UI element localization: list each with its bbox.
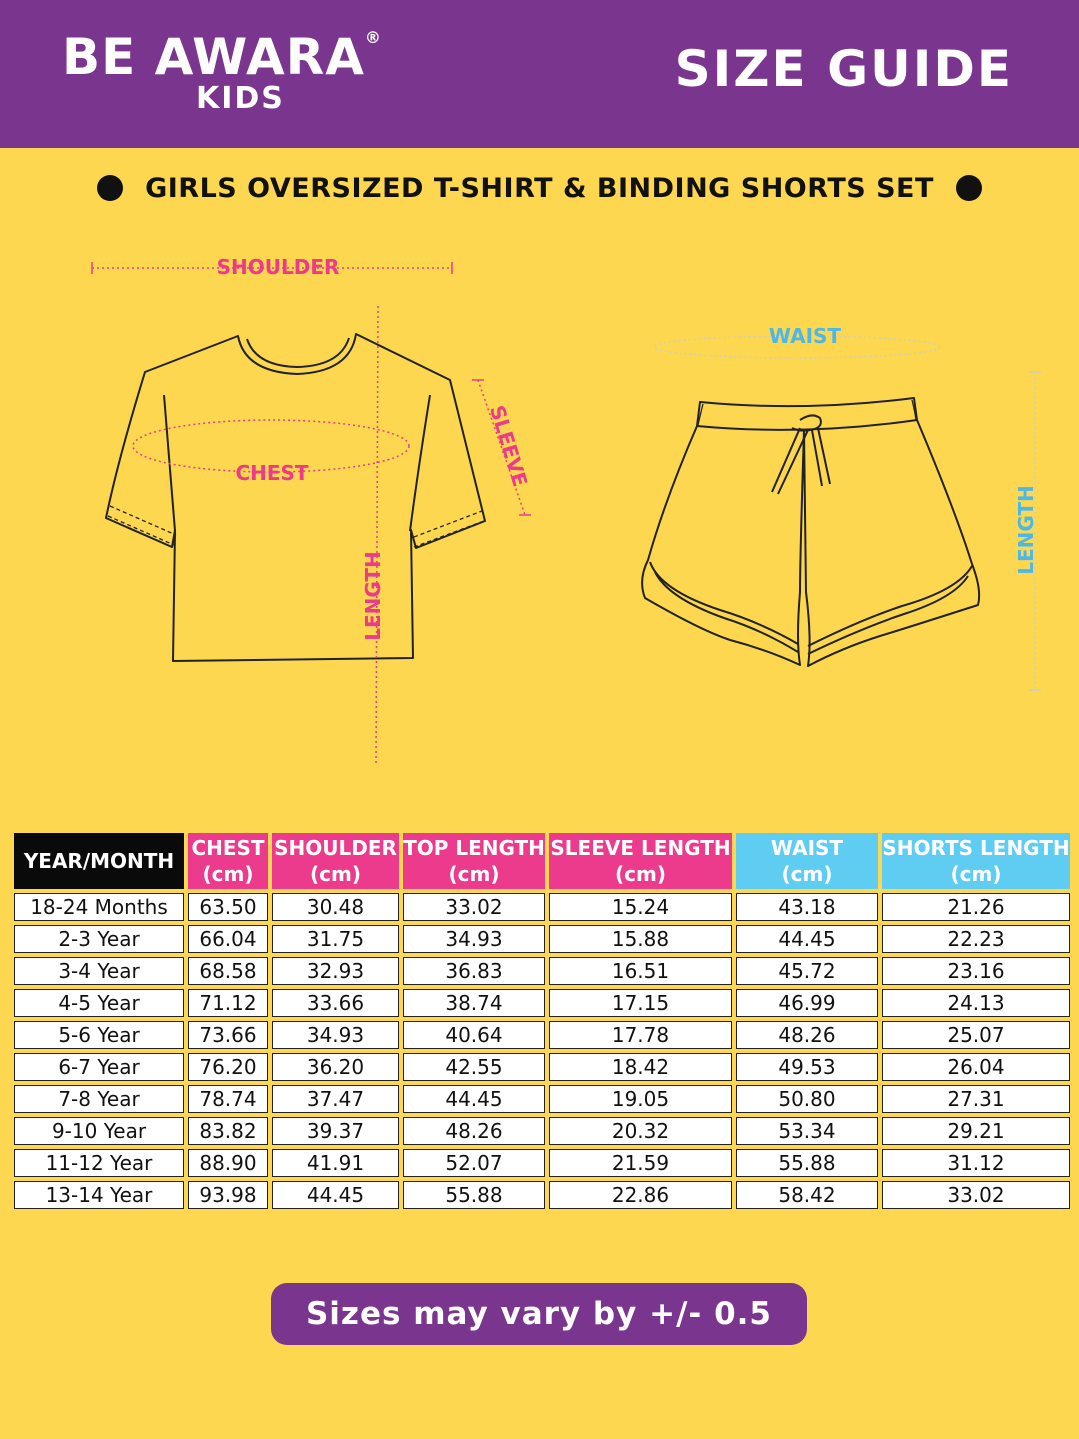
cell-shoulder: 34.93	[272, 1021, 399, 1049]
cell-age: 2-3 Year	[14, 925, 184, 953]
cell-waist: 50.80	[736, 1085, 878, 1113]
cell-top-length: 52.07	[403, 1149, 545, 1177]
cell-shoulder: 36.20	[272, 1053, 399, 1081]
cell-waist: 48.26	[736, 1021, 878, 1049]
table-row	[14, 1181, 1070, 1209]
table-header-row	[14, 833, 1070, 889]
page-title: SIZE GUIDE	[674, 40, 1013, 98]
cell-sleeve-length: 21.59	[549, 1149, 732, 1177]
table-row	[14, 1117, 1070, 1145]
product-title-row	[0, 168, 1079, 208]
cell-shoulder: 44.45	[272, 1181, 399, 1209]
cell-waist: 45.72	[736, 957, 878, 985]
footer-note: Sizes may vary by +/- 0.5	[271, 1283, 807, 1345]
cell-top-length: 33.02	[403, 893, 545, 921]
cell-top-length: 34.93	[403, 925, 545, 953]
shoulder-label: SHOULDER	[216, 255, 340, 279]
cell-shoulder: 37.47	[272, 1085, 399, 1113]
shorts-outline-icon	[642, 398, 979, 666]
cell-shorts-length: 24.13	[882, 989, 1070, 1017]
cell-chest: 71.12	[188, 989, 268, 1017]
cell-sleeve-length: 22.86	[549, 1181, 732, 1209]
cell-age: 9-10 Year	[14, 1117, 184, 1145]
cell-chest: 93.98	[188, 1181, 268, 1209]
brand-logo	[62, 28, 382, 86]
cell-shorts-length: 29.21	[882, 1117, 1070, 1145]
tshirt-measure-lines	[92, 262, 531, 764]
cell-waist: 58.42	[736, 1181, 878, 1209]
cell-shorts-length: 23.16	[882, 957, 1070, 985]
header-shoulder: SHOULDER (cm)	[272, 833, 399, 889]
table-row	[14, 925, 1070, 953]
cell-top-length: 42.55	[403, 1053, 545, 1081]
tshirt-outline-icon	[106, 334, 485, 661]
cell-chest: 66.04	[188, 925, 268, 953]
cell-shoulder: 33.66	[272, 989, 399, 1017]
cell-waist: 55.88	[736, 1149, 878, 1177]
cell-sleeve-length: 16.51	[549, 957, 732, 985]
cell-shoulder: 39.37	[272, 1117, 399, 1145]
header-chest: CHEST (cm)	[188, 833, 268, 889]
cell-age: 7-8 Year	[14, 1085, 184, 1113]
cell-top-length: 55.88	[403, 1181, 545, 1209]
cell-shorts-length: 25.07	[882, 1021, 1070, 1049]
table-row	[14, 1149, 1070, 1177]
registered-mark: ®	[364, 28, 382, 47]
header-waist: WAIST (cm)	[736, 833, 878, 889]
table-row	[14, 893, 1070, 921]
cell-top-length: 36.83	[403, 957, 545, 985]
cell-shoulder: 30.48	[272, 893, 399, 921]
header-shorts-length: SHORTS LENGTH (cm)	[882, 833, 1070, 889]
cell-sleeve-length: 20.32	[549, 1117, 732, 1145]
cell-chest: 78.74	[188, 1085, 268, 1113]
cell-top-length: 48.26	[403, 1117, 545, 1145]
cell-shorts-length: 26.04	[882, 1053, 1070, 1081]
cell-age: 13-14 Year	[14, 1181, 184, 1209]
cell-sleeve-length: 19.05	[549, 1085, 732, 1113]
cell-waist: 43.18	[736, 893, 878, 921]
cell-shorts-length: 33.02	[882, 1181, 1070, 1209]
cell-shorts-length: 21.26	[882, 893, 1070, 921]
cell-shorts-length: 27.31	[882, 1085, 1070, 1113]
cell-shoulder: 32.93	[272, 957, 399, 985]
tshirt-length-label: LENGTH	[361, 551, 385, 641]
cell-shoulder: 41.91	[272, 1149, 399, 1177]
waist-label: WAIST	[768, 324, 842, 348]
cell-age: 3-4 Year	[14, 957, 184, 985]
shorts-length-label: LENGTH	[1014, 485, 1038, 575]
header-sleeve-length: SLEEVE LENGTH (cm)	[549, 833, 732, 889]
cell-age: 18-24 Months	[14, 893, 184, 921]
cell-shorts-length: 22.23	[882, 925, 1070, 953]
cell-waist: 49.53	[736, 1053, 878, 1081]
cell-age: 6-7 Year	[14, 1053, 184, 1081]
table-row	[14, 1053, 1070, 1081]
cell-sleeve-length: 18.42	[549, 1053, 732, 1081]
header-top-length: TOP LENGTH (cm)	[403, 833, 545, 889]
cell-waist: 53.34	[736, 1117, 878, 1145]
cell-top-length: 40.64	[403, 1021, 545, 1049]
cell-shorts-length: 31.12	[882, 1149, 1070, 1177]
bullet-icon	[956, 175, 982, 201]
cell-top-length: 44.45	[403, 1085, 545, 1113]
chest-label: CHEST	[235, 461, 309, 485]
table-row	[14, 957, 1070, 985]
size-table	[10, 829, 1074, 1213]
cell-chest: 73.66	[188, 1021, 268, 1049]
bullet-icon	[97, 175, 123, 201]
cell-chest: 83.82	[188, 1117, 268, 1145]
product-title: GIRLS OVERSIZED T-SHIRT & BINDING SHORTS SET	[145, 172, 934, 204]
brand-name: BE AWARA	[62, 28, 365, 86]
cell-chest: 68.58	[188, 957, 268, 985]
cell-waist: 46.99	[736, 989, 878, 1017]
table-row	[14, 989, 1070, 1017]
cell-chest: 76.20	[188, 1053, 268, 1081]
cell-age: 4-5 Year	[14, 989, 184, 1017]
cell-waist: 44.45	[736, 925, 878, 953]
cell-sleeve-length: 17.78	[549, 1021, 732, 1049]
cell-sleeve-length: 17.15	[549, 989, 732, 1017]
cell-age: 5-6 Year	[14, 1021, 184, 1049]
cell-age: 11-12 Year	[14, 1149, 184, 1177]
cell-top-length: 38.74	[403, 989, 545, 1017]
cell-chest: 63.50	[188, 893, 268, 921]
cell-chest: 88.90	[188, 1149, 268, 1177]
sleeve-label: SLEEVE	[484, 402, 533, 490]
garment-diagram	[0, 230, 1079, 790]
brand-sub: KIDS	[196, 81, 285, 116]
table-row	[14, 1085, 1070, 1113]
cell-sleeve-length: 15.88	[549, 925, 732, 953]
header-banner	[0, 0, 1079, 148]
table-row	[14, 1021, 1070, 1049]
cell-shoulder: 31.75	[272, 925, 399, 953]
cell-sleeve-length: 15.24	[549, 893, 732, 921]
header-year-month: YEAR/MONTH	[14, 833, 184, 889]
